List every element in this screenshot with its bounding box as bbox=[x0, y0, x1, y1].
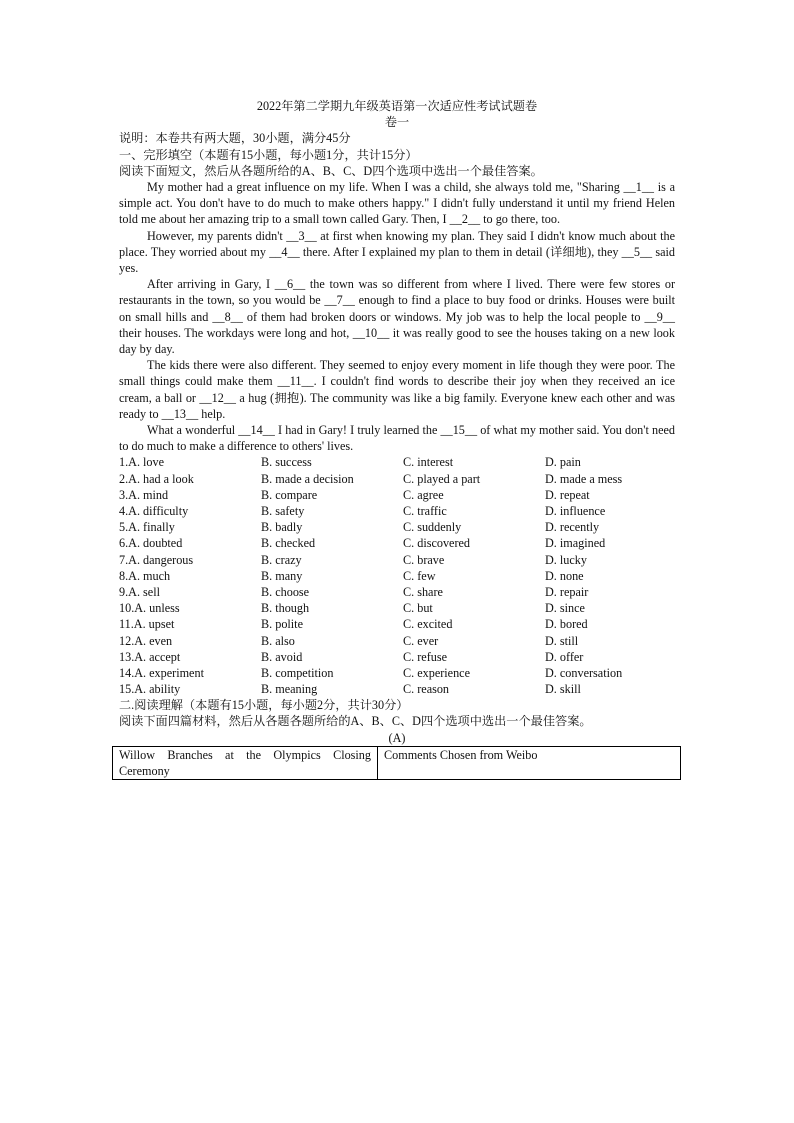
option-a: 10.A. unless bbox=[119, 601, 180, 616]
option-d: D. pain bbox=[545, 455, 581, 470]
section2-instruction: 阅读下面四篇材料，然后从各题各题所给的A、B、C、D四个选项中选出一个最佳答案。 bbox=[119, 714, 592, 729]
table-cell-left: Willow Branches at the Olympics Closing Ceremony bbox=[113, 746, 378, 779]
option-b: B. meaning bbox=[261, 682, 318, 697]
option-a: 15.A. ability bbox=[119, 682, 181, 697]
option-d: D. none bbox=[545, 568, 584, 583]
option-row bbox=[119, 584, 675, 600]
option-d: D. still bbox=[545, 633, 579, 648]
option-a: 2.A. had a look bbox=[119, 471, 194, 486]
option-c: C. share bbox=[403, 584, 443, 599]
option-d: D. influence bbox=[545, 504, 606, 519]
option-row bbox=[119, 633, 675, 649]
option-a: 11.A. upset bbox=[119, 617, 175, 632]
option-c: C. but bbox=[403, 601, 433, 616]
option-b: B. checked bbox=[261, 536, 316, 551]
option-row bbox=[119, 600, 675, 616]
option-row bbox=[119, 535, 675, 551]
option-c: C. reason bbox=[403, 682, 450, 697]
option-a: 6.A. doubted bbox=[119, 536, 183, 551]
option-d: D. repeat bbox=[545, 487, 590, 502]
exam-title: 2022年第二学期九年级英语第一次适应性考试试题卷 bbox=[256, 99, 538, 113]
option-a: 8.A. much bbox=[119, 568, 171, 583]
exam-notice: 说明：本卷共有两大题，30小题，满分45分 bbox=[119, 131, 351, 146]
option-c: C. interest bbox=[403, 455, 454, 470]
option-d: D. skill bbox=[545, 682, 581, 697]
option-b: B. badly bbox=[261, 520, 303, 535]
exam-page bbox=[119, 98, 675, 780]
option-b: B. competition bbox=[261, 665, 334, 680]
option-b: B. though bbox=[261, 601, 310, 616]
option-row bbox=[119, 471, 675, 487]
option-d: D. bored bbox=[545, 617, 588, 632]
option-d: D. imagined bbox=[545, 536, 606, 551]
option-d: D. conversation bbox=[545, 665, 623, 680]
option-b: B. safety bbox=[261, 504, 305, 519]
option-c: C. played a part bbox=[403, 471, 481, 486]
option-a: 5.A. finally bbox=[119, 520, 175, 535]
option-a: 4.A. difficulty bbox=[119, 504, 189, 519]
section2-heading: 二.阅读理解（本题有15小题，每小题2分，共计30分） bbox=[119, 698, 409, 713]
option-row bbox=[119, 454, 675, 470]
option-a: 9.A. sell bbox=[119, 584, 160, 599]
option-b: B. compare bbox=[261, 487, 318, 502]
option-a: 13.A. accept bbox=[119, 649, 181, 664]
table-cell-right: Comments Chosen from Weibo bbox=[378, 746, 681, 779]
option-b: B. choose bbox=[261, 584, 310, 599]
option-row bbox=[119, 552, 675, 568]
option-a: 1.A. love bbox=[119, 455, 165, 470]
option-d: D. recently bbox=[545, 520, 600, 535]
option-row bbox=[119, 519, 675, 535]
option-b: B. polite bbox=[261, 617, 303, 632]
option-d: D. lucky bbox=[545, 552, 587, 567]
option-b: B. success bbox=[261, 455, 312, 470]
option-b: B. avoid bbox=[261, 649, 303, 664]
options-list bbox=[119, 454, 675, 697]
option-b: B. also bbox=[261, 633, 295, 648]
option-a: 12.A. even bbox=[119, 633, 173, 648]
option-c: C. agree bbox=[403, 487, 444, 502]
option-row bbox=[119, 649, 675, 665]
option-row bbox=[119, 487, 675, 503]
option-c: C. few bbox=[403, 568, 436, 583]
option-c: C. discovered bbox=[403, 536, 471, 551]
passage-paragraph-4: The kids there were also different. They seemed to enjoy every moment in life though they were poor. The small things could make them __11__. I couldn't find words to describe their joy when they received an ice cream, a ball or __12__ a hug (拥抱). The community was like a big family. Everyone knew each other and was ready to __13__ help. bbox=[119, 358, 675, 421]
option-c: C. brave bbox=[403, 552, 445, 567]
option-b: B. many bbox=[261, 568, 303, 583]
passage-paragraph-2: However, my parents didn't __3__ at first when knowing my plan. They said I didn't know much about the place. They worried about my __4__ there. After I explained my plan to them in detail (详细地), they __5__ said yes. bbox=[119, 228, 675, 276]
option-row bbox=[119, 665, 675, 681]
section1-instruction: 阅读下面短文，然后从各题所给的A、B、C、D四个选项中选出一个最佳答案。 bbox=[119, 163, 543, 178]
passage-paragraph-5: What a wonderful __14__ I had in Gary! I truly learned the __15__ of what my mother said. You don't need to do much to make a difference to others' lives. bbox=[119, 423, 675, 454]
option-b: B. made a decision bbox=[261, 471, 354, 486]
option-d: D. offer bbox=[545, 649, 584, 664]
table-row bbox=[113, 746, 681, 779]
option-d: D. repair bbox=[545, 584, 589, 599]
section1-heading: 一、完形填空（本题有15小题，每小题1分，共计15分） bbox=[119, 147, 418, 162]
option-a: 7.A. dangerous bbox=[119, 552, 194, 567]
option-c: C. ever bbox=[403, 633, 439, 648]
option-c: C. excited bbox=[403, 617, 453, 632]
volume-label: 卷一 bbox=[384, 115, 410, 130]
option-c: C. refuse bbox=[403, 649, 447, 664]
passage-paragraph-3: After arriving in Gary, I __6__ the town was so different from where I lived. There were few stores or restaurants in the town, so you would be __7__ enough to find a place to buy food or drinks. Houses were built on small hills and __8__ of them had broken doors or windows. My job was to help the local people to __9__ their houses. The workdays were long and hot, __10__ it was really good to see the houses taking on a new look day by day. bbox=[119, 277, 675, 357]
option-d: D. made a mess bbox=[545, 471, 623, 486]
passage-paragraph-1: My mother had a great influence on my life. When I was a child, she always told me, "Sharing __1__ is a simple act. You don't have to do much to make others happy." I didn't fully understand it until my friend Helen told me about her amazing trip to a small town called Gary. Then, I __2__ to go there, too. bbox=[119, 180, 675, 227]
option-c: C. suddenly bbox=[403, 520, 462, 535]
option-row bbox=[119, 681, 675, 697]
option-d: D. since bbox=[545, 601, 585, 616]
option-row bbox=[119, 503, 675, 519]
option-a: 14.A. experiment bbox=[119, 665, 204, 680]
option-c: C. experience bbox=[403, 665, 470, 680]
option-a: 3.A. mind bbox=[119, 487, 169, 502]
reading-table bbox=[112, 746, 681, 780]
option-c: C. traffic bbox=[403, 504, 447, 519]
option-row bbox=[119, 616, 675, 632]
option-b: B. crazy bbox=[261, 552, 302, 567]
part-label: (A) bbox=[388, 730, 406, 745]
option-row bbox=[119, 568, 675, 584]
